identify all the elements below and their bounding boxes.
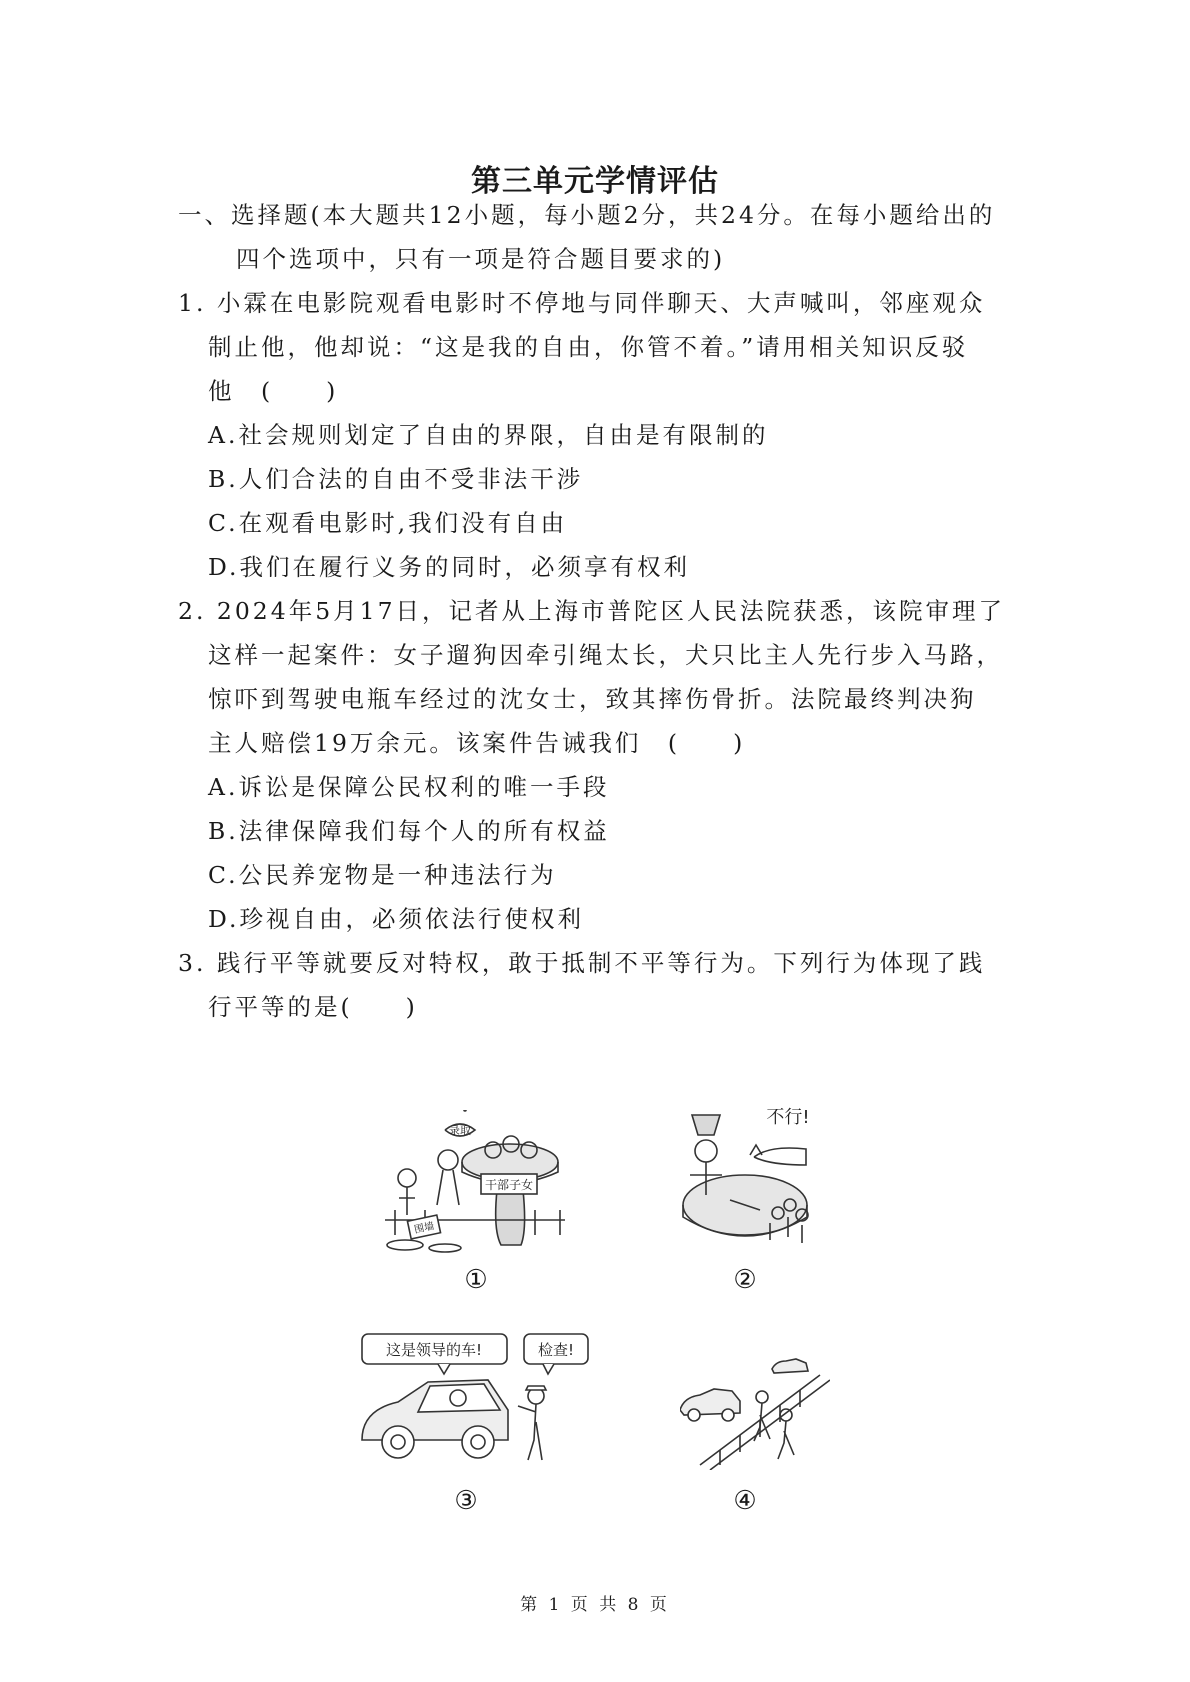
question-2-option-b: B.法律保障我们每个人的所有权益	[208, 817, 610, 845]
question-3-line-2: 行平等的是( )	[208, 993, 418, 1021]
page-footer: 第 1 页 共 8 页	[520, 1595, 670, 1615]
figure-1-sign: 干部子女	[484, 1178, 534, 1192]
figure-1-bubble: 录取	[449, 1124, 471, 1137]
question-1-option-b: B.人们合法的自由不受非法干涉	[208, 465, 584, 493]
section-heading-line-1: 一、选择题(本大题共12小题，每小题2分，共24分。在每小题给出的	[178, 201, 996, 229]
question-2-option-d: D.珍视自由，必须依法行使权利	[208, 905, 584, 933]
question-1-option-a: A.社会规则划定了自由的界限，自由是有限制的	[208, 421, 769, 449]
figure-3-bubble-2: 检查!	[537, 1341, 575, 1359]
figure-1-small-sign: 围墙	[413, 1221, 436, 1236]
figure-1-caption: ①	[464, 1265, 488, 1295]
question-1-line-1: 1. 小霖在电影院观看电影时不停地与同伴聊天、大声喊叫，邻座观众	[178, 289, 986, 317]
figure-3-caption: ③	[454, 1486, 478, 1516]
figure-2-illustration	[670, 1105, 830, 1255]
question-2-option-a: A.诉讼是保障公民权利的唯一手段	[208, 773, 610, 801]
page-title: 第三单元学情评估	[471, 164, 719, 199]
figure-4-caption: ④	[733, 1486, 757, 1516]
figure-3-illustration	[358, 1330, 598, 1480]
figure-2-bubble: 不行!	[766, 1107, 810, 1128]
figure-2-caption: ②	[733, 1265, 757, 1295]
question-2-line-1: 2. 2024年5月17日，记者从上海市普陀区人民法院获悉，该院审理了	[178, 597, 1006, 625]
figure-4-illustration	[680, 1355, 830, 1470]
question-3-line-1: 3. 践行平等就要反对特权，敢于抵制不平等行为。下列行为体现了践	[178, 949, 986, 977]
question-2-line-3: 惊吓到驾驶电瓶车经过的沈女士，致其摔伤骨折。法院最终判决狗	[208, 685, 977, 713]
question-1-option-c: C.在观看电影时,我们没有自由	[208, 509, 568, 537]
question-1-option-d: D.我们在履行义务的同时，必须享有权利	[208, 553, 690, 581]
question-2-option-c: C.公民养宠物是一种违法行为	[208, 861, 557, 889]
figure-3-bubble-1: 这是领导的车!	[385, 1341, 483, 1359]
figure-1-illustration	[385, 1110, 570, 1255]
section-heading-line-2: 四个选项中，只有一项是符合题目要求的)	[236, 245, 726, 273]
question-2-line-2: 这样一起案件：女子遛狗因牵引绳太长，犬只比主人先行步入马路，	[208, 641, 1003, 669]
question-1-line-3: 他 ( )	[208, 377, 339, 405]
question-1-line-2: 制止他，他却说：“这是我的自由，你管不着。”请用相关知识反驳	[208, 333, 969, 361]
question-2-line-4: 主人赔偿19万余元。该案件告诫我们 ( )	[208, 729, 746, 757]
